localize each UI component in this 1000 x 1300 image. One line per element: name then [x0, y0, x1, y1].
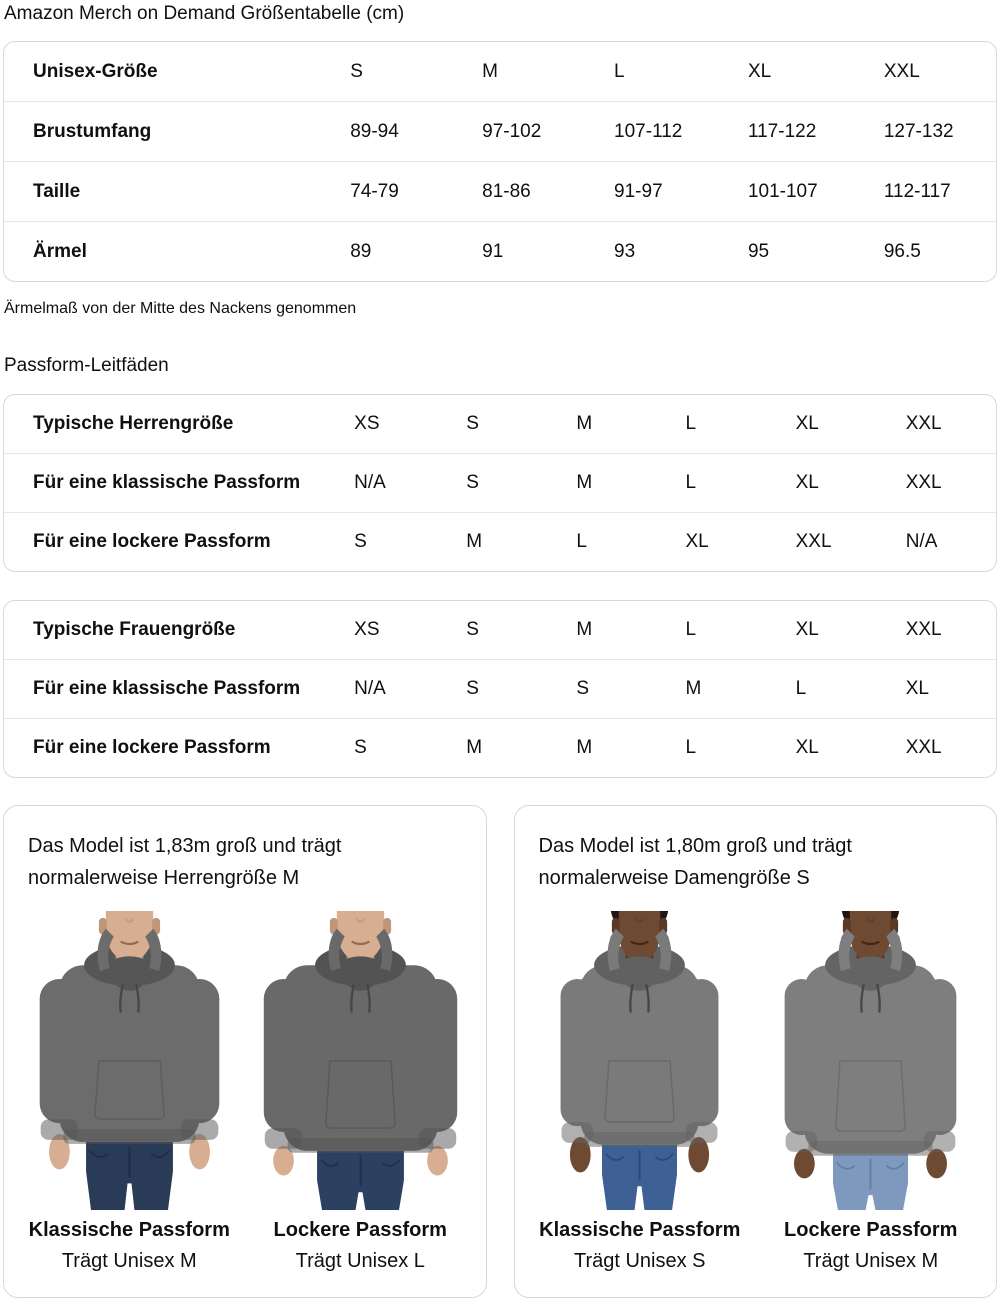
- size-cell: XS: [354, 619, 380, 640]
- table-row: [4, 42, 996, 101]
- size-cell: XL: [795, 737, 819, 758]
- fit-label: Klassische Passform: [28, 1219, 230, 1241]
- fit-label: Klassische Passform: [539, 1219, 741, 1241]
- size-cell: M: [466, 531, 483, 552]
- model-figures: [525, 906, 987, 1273]
- size-cell: XXL: [883, 60, 920, 82]
- model-figure-classic: [526, 906, 753, 1273]
- row-label: Typische Herrengröße: [33, 413, 234, 434]
- size-cell: S: [576, 678, 590, 699]
- size-cell: L: [795, 678, 807, 699]
- model-photo: [247, 906, 474, 1210]
- size-cell: M: [466, 737, 483, 758]
- size-cell: S: [466, 413, 479, 434]
- row-label: Für eine klassische Passform: [33, 678, 301, 699]
- mens-model-card: [3, 805, 487, 1298]
- size-cell: XL: [685, 531, 709, 552]
- table-row: [4, 453, 996, 512]
- size-cell: XS: [354, 413, 380, 434]
- size-cell: XXL: [905, 619, 942, 640]
- model-figure-loose: [757, 906, 984, 1273]
- row-label: Taille: [33, 180, 81, 202]
- fit-label: Lockere Passform: [784, 1219, 958, 1241]
- row-label: Für eine klassische Passform: [33, 472, 301, 493]
- size-cell: XL: [905, 678, 929, 699]
- table-row: [4, 161, 996, 221]
- row-label: Typische Frauengröße: [33, 619, 236, 640]
- size-cell: 91-97: [614, 180, 663, 202]
- model-description: Das Model ist 1,80m groß und trägt normalerweise Damengröße S: [538, 835, 852, 889]
- size-cell: 117-122: [747, 120, 817, 142]
- size-cell: M: [576, 619, 593, 640]
- unisex-size-table: [3, 41, 997, 282]
- size-cell: 97-102: [482, 120, 542, 142]
- table-row: [4, 601, 996, 659]
- size-label: Trägt Unisex M: [803, 1250, 939, 1272]
- size-cell: L: [576, 531, 587, 552]
- size-cell: 107-112: [614, 120, 683, 142]
- size-cell: 112-117: [883, 180, 951, 202]
- size-cell: 81-86: [482, 180, 531, 202]
- size-cell: L: [685, 413, 697, 434]
- size-cell: L: [685, 737, 697, 758]
- size-cell: S: [354, 531, 367, 552]
- size-cell: M: [576, 413, 593, 434]
- size-cell: M: [576, 737, 593, 758]
- size-cell: XL: [795, 413, 819, 434]
- table-row: [4, 512, 996, 571]
- model-figure-classic: [16, 906, 243, 1273]
- size-cell: 91: [482, 240, 504, 262]
- model-figure-loose: [247, 906, 474, 1273]
- row-label: Für eine lockere Passform: [33, 737, 271, 758]
- size-label: Trägt Unisex S: [573, 1250, 706, 1272]
- size-cell: S: [466, 619, 479, 640]
- womens-model-card: [514, 805, 998, 1298]
- model-description: Das Model ist 1,83m groß und trägt normalerweise Herrengröße M: [28, 835, 342, 889]
- size-cell: XL: [747, 60, 772, 82]
- size-cell: S: [354, 737, 367, 758]
- size-cell: XXL: [905, 472, 942, 493]
- model-cards: [3, 805, 997, 1300]
- fit-label: Lockere Passform: [273, 1219, 447, 1241]
- row-label: Ärmel: [33, 240, 87, 262]
- size-cell: M: [685, 678, 702, 699]
- size-cell: M: [482, 60, 498, 82]
- model-photo: [16, 906, 243, 1210]
- size-cell: 89: [350, 240, 372, 262]
- table-row: [4, 101, 996, 161]
- size-cell: XXL: [795, 531, 832, 552]
- size-cell: 95: [747, 240, 770, 262]
- table-row: [4, 221, 996, 281]
- row-label: Für eine lockere Passform: [33, 531, 271, 552]
- size-cell: N/A: [354, 678, 386, 699]
- row-label: Unisex-Größe: [33, 60, 158, 82]
- size-cell: XXL: [905, 413, 942, 434]
- page-title: Amazon Merch on Demand Größentabelle (cm): [4, 3, 405, 24]
- size-cell: L: [614, 60, 625, 82]
- size-cell: 93: [614, 240, 636, 262]
- size-cell: XL: [795, 619, 819, 640]
- womens-fit-table: [3, 600, 997, 778]
- row-label: Brustumfang: [33, 120, 152, 142]
- size-cell: 89-94: [350, 120, 399, 142]
- size-cell: S: [466, 678, 479, 699]
- size-cell: 96.5: [883, 240, 921, 262]
- model-photo: [757, 906, 984, 1210]
- sleeve-measure-note: Ärmelmaß von der Mitte des Nackens genommen: [4, 300, 357, 317]
- size-cell: M: [576, 472, 593, 493]
- table-row: [4, 718, 996, 777]
- size-cell: 101-107: [747, 180, 818, 202]
- size-cell: S: [466, 472, 479, 493]
- model-photo: [526, 906, 753, 1210]
- size-cell: 127-132: [883, 120, 954, 142]
- size-cell: XXL: [905, 737, 942, 758]
- size-cell: XL: [795, 472, 819, 493]
- size-cell: S: [350, 60, 363, 82]
- fit-guides-heading: Passform-Leitfäden: [4, 355, 169, 376]
- model-figures: [14, 906, 476, 1273]
- size-cell: L: [685, 472, 697, 493]
- size-cell: 74-79: [350, 180, 399, 202]
- size-label: Trägt Unisex L: [295, 1250, 425, 1272]
- table-row: [4, 395, 996, 453]
- size-cell: N/A: [354, 472, 386, 493]
- size-cell: L: [685, 619, 697, 640]
- table-row: [4, 659, 996, 718]
- size-cell: N/A: [905, 531, 938, 552]
- mens-fit-table: [3, 394, 997, 572]
- size-label: Trägt Unisex M: [61, 1250, 197, 1272]
